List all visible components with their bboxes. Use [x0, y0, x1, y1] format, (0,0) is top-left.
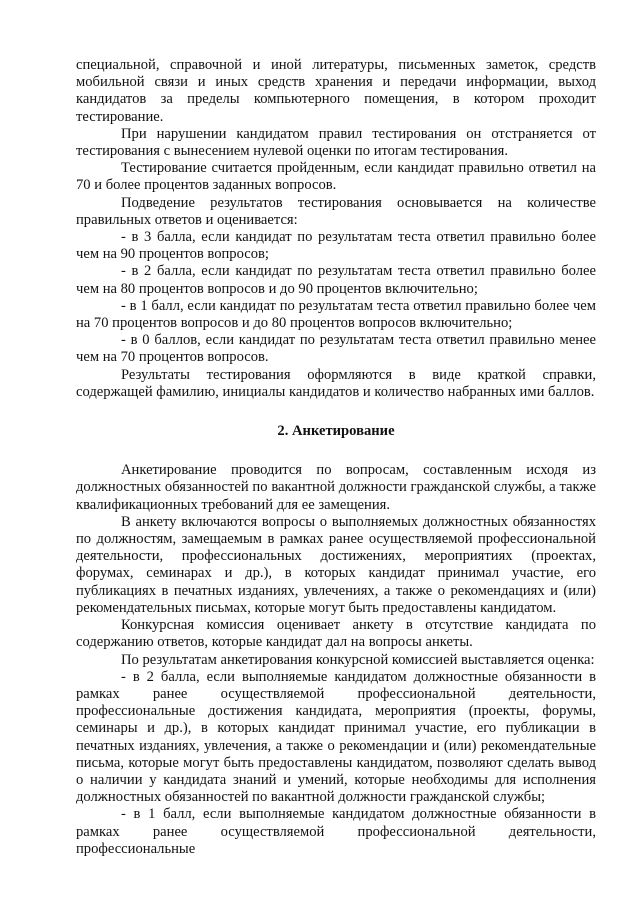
list-item-score-1: - в 1 балл, если кандидат по результатам теста ответил правильно более чем на 70 процентов вопросов и до 80 процентов вопросов включительно;	[76, 297, 596, 332]
paragraph-pass-rule: Тестирование считается пройденным, если кандидат правильно ответил на 70 и более процентов заданных вопросов.	[76, 160, 596, 194]
paragraph-results-format: Результаты тестирования оформляются в виде краткой справки, содержащей фамилию, инициалы кандидатов и количество набранных ими баллов.	[76, 366, 596, 400]
list-item-survey-score-2: - в 2 балла, если выполняемые кандидатом должностные обязанности в рамках ранее осуществляемой профессиональной деятельности, профессиональные достижения кандидата, мероприятия (проекты, форумы, семинары и др.), в которых кандидат принимал участие, его публикации в печатных изданиях, увлечения, а также о рекомендации и (или) рекомендательные письма, которые могут быть предоставлены кандидатом, позволяют сделать вывод о наличии у кандидата знаний и умений, которые необходимы для исполнения должностных обязанностей по вакантной должности гражданской службы;	[76, 668, 596, 806]
paragraph-intro-continuation: специальной, справочной и иной литературы, письменных заметок, средств мобильной связи и иных средств хранения и передачи информации, выход кандидатов за пределы компьютерного помещения, в котором проходит тестирование.	[76, 57, 596, 125]
paragraph-commission-eval: Конкурсная комиссия оценивает анкету в отсутствие кандидата по содержанию ответов, которые кандидат дал на вопросы анкеты.	[76, 617, 596, 651]
paragraph-scoring-intro: Подведение результатов тестирования основывается на количестве правильных ответов и оценивается:	[76, 194, 596, 228]
list-item-score-3: - в 3 балла, если кандидат по результатам теста ответил правильно более чем на 90 процентов вопросов;	[76, 229, 596, 263]
paragraph-survey-contents: В анкету включаются вопросы о выполняемых должностных обязанностях по должностям, замещаемым в рамках ранее осуществляемой профессиональной деятельности, профессиональных достижениях, мероприятиях (проектах, форумах, семинарах и др.), в которых кандидат принимал участие, его публикациях в печатных изданиях, увлечениях, а также о рекомендациях и (или) рекомендательных письмах, которые могут быть предоставлены кандидатом.	[76, 513, 596, 616]
list-item-score-0: - в 0 баллов, если кандидат по результатам теста ответил правильно менее чем на 70 процентов вопросов.	[76, 332, 596, 366]
list-item-survey-score-1: - в 1 балл, если выполняемые кандидатом должностные обязанности в рамках ранее осуществляемой профессиональной деятельности, профессиональные	[76, 806, 596, 857]
paragraph-violation-rule: При нарушении кандидатом правил тестирования он отстраняется от тестирования с вынесением нулевой оценки по итогам тестирования.	[76, 125, 596, 160]
list-item-score-2: - в 2 балла, если кандидат по результатам теста ответил правильно более чем на 80 процентов вопросов и до 90 процентов включительно;	[76, 263, 596, 297]
paragraph-survey-scoring-intro: По результатам анкетирования конкурсной комиссией выставляется оценка:	[121, 651, 595, 668]
paragraph-survey-intro: Анкетирование проводится по вопросам, составленным исходя из должностных обязанностей по вакантной должности гражданской службы, а также квалификационных требований для ее замещения.	[76, 462, 596, 513]
document-page	[76, 57, 596, 858]
section-heading: 2. Анкетирование	[277, 423, 395, 440]
